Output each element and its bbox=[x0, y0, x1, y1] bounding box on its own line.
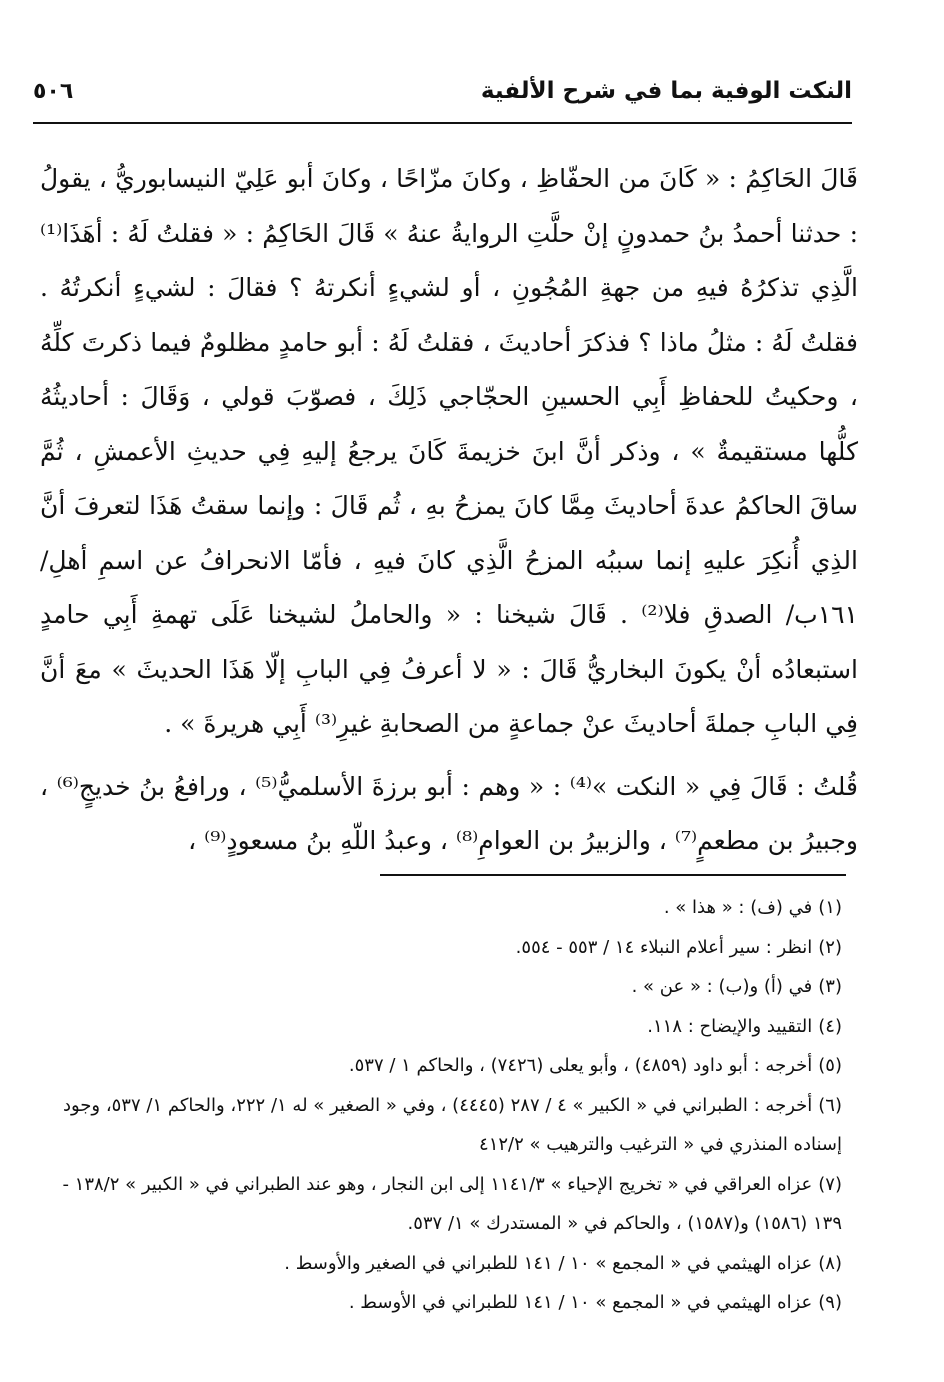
footnote-text: أخرجه : الطبراني في « الكبير » ٤ / ٢٨٧ (٤٤٤٥) ، وفي « الصغير » له ١/ ٢٢٢، والحاكم ١/ ٥٣٧، وجود إسناده المنذري في « الترغيب والترهيب » ٤١٢/٢ bbox=[62, 1094, 842, 1155]
footnote-number: (٨) bbox=[818, 1252, 842, 1274]
footnote bbox=[60, 1007, 842, 1047]
footnote-number: (٦) bbox=[818, 1094, 842, 1116]
page-number: ٥٠٦ bbox=[33, 78, 74, 104]
footnote bbox=[60, 1165, 842, 1244]
body-paragraph: قُلتُ : قَالَ فِي « النكت »⁽⁴⁾ : « وهم : أبو برزةَ الأسلميُّ⁽⁵⁾ ، ورافعُ بنُ خديجٍ⁽⁶⁾ ، وجبيرُ بن مطعمٍ⁽⁷⁾ ، والزبيرُ بن العوامِ⁽⁸⁾ ، وعبدُ اللّهِ بنُ مسعودٍ⁽⁹⁾ ، bbox=[40, 771, 858, 855]
footnote bbox=[60, 928, 842, 968]
footnote-number: (٢) bbox=[818, 936, 842, 958]
footnote bbox=[60, 1086, 842, 1165]
main-text bbox=[40, 152, 858, 869]
footnotes bbox=[60, 888, 842, 1323]
footnote-number: (٩) bbox=[818, 1292, 842, 1313]
footnote-number: (٣) bbox=[818, 976, 842, 997]
footnote-text: عزاه العراقي في « تخريج الإحياء » ١١٤١/٣ إلى ابن النجار ، وهو عند الطبراني في « الكبير » ١٣٨/٢ - ١٣٩ (١٥٨٦) و(١٥٨٧) ، والحاكم في « المستدرك » ١/ ٥٣٧. bbox=[62, 1173, 842, 1234]
footnote-text: عزاه الهيثمي في « المجمع » ١٠ / ١٤١ للطبراني في الصغير والأوسط . bbox=[284, 1252, 813, 1274]
footnote-text: في (أ) و(ب) : « عن » . bbox=[631, 976, 813, 997]
footnote-number: (٥) bbox=[818, 1055, 842, 1076]
footnote-number: (٤) bbox=[818, 1015, 842, 1037]
page-header bbox=[33, 60, 852, 124]
footnote bbox=[60, 967, 842, 1007]
footnote-text: التقييد والإيضاح : ١١٨. bbox=[647, 1015, 813, 1037]
footnote bbox=[60, 1283, 842, 1323]
footnote-number: (٧) bbox=[818, 1173, 842, 1195]
footnote-text: انظر : سير أعلام النبلاء ١٤ / ٥٥٣ - ٥٥٤. bbox=[515, 936, 813, 958]
footnote bbox=[60, 888, 842, 928]
footnote-text: عزاه الهيثمي في « المجمع » ١٠ / ١٤١ للطبراني في الأوسط . bbox=[348, 1292, 813, 1313]
running-title: النكت الوفية بما في شرح الألفية bbox=[480, 78, 852, 104]
footnote-number: (١) bbox=[818, 897, 842, 918]
footnote-text: أخرجه : أبو داود (٤٨٥٩) ، وأبو يعلى (٧٤٢٦) ، والحاكم ١ / ٥٣٧. bbox=[348, 1055, 813, 1076]
footnote bbox=[60, 1244, 842, 1284]
footnote-text: في (ف) : « هذا » . bbox=[663, 897, 813, 918]
body-paragraph: قَالَ الحَاكِمُ : « كَانَ من الحفّاظِ ، وكانَ مزّاحًا ، وكانَ أبو عَلِيّ النيسابوريُّ ، يقولُ : حدثنا أحمدُ بنُ حمدونٍ إنْ حلَّتِ الروايةُ عنهُ » قَالَ الحَاكِمُ : « فقلتُ لَهُ : أهَذَا⁽¹⁾ الَّذِي تذكرُهُ فيهِ من جهةِ المُجُونِ ، أو لشيءٍ أنكرتهُ ؟ فقالَ : لشيءٍ أنكرتُهُ . فقلتُ لَهُ : مثلُ ماذا ؟ فذكرَ أحاديثَ ، فقلتُ لَهُ : أبو حامدٍ مظلومٌ فيما ذكرتَ كلِّهُ ، وحكيتُ للحفاظِ أَبِي الحسينِ الحجّاجي ذَلِكَ ، فصوّبَ قولي ، وَقَالَ : أحاديثُهُ كلُّها مستقيمةٌ » ، وذكر أنَّ ابنَ خزيمةَ كَانَ يرجعُ إليهِ فِي حديثِ الأعمشِ ، ثُمَّ ساقَ الحاكمُ عدةَ أحاديثَ مِمَّا كانَ يمزحُ بهِ ، ثُم قَالَ : وإنما سقتُ هَذَا لتعرفَ أنَّ الذِي أُنكِرَ عليهِ إنما سببُه المزحُ الَّذِي كانَ فيهِ ، فأمّا الانحرافُ عن اسمِ أهلِ/١٦١ب/ الصدقِ فلا⁽²⁾ . قَالَ شيخنا : « والحاملُ لشيخنا عَلَى تهمةِ أَبِي حامدٍ استبعادُه أنْ يكونَ البخاريُّ قَالَ : « لا أعرفُ فِي البابِ إلّا هَذَا الحديثَ » معَ أنَّ فِي البابِ جملةَ أحاديثَ عنْ جماعةٍ من الصحابةِ غيرِ⁽³⁾ أَبِي هريرةَ » . bbox=[40, 164, 858, 738]
footnote-divider bbox=[380, 874, 846, 876]
footnote bbox=[60, 1046, 842, 1086]
